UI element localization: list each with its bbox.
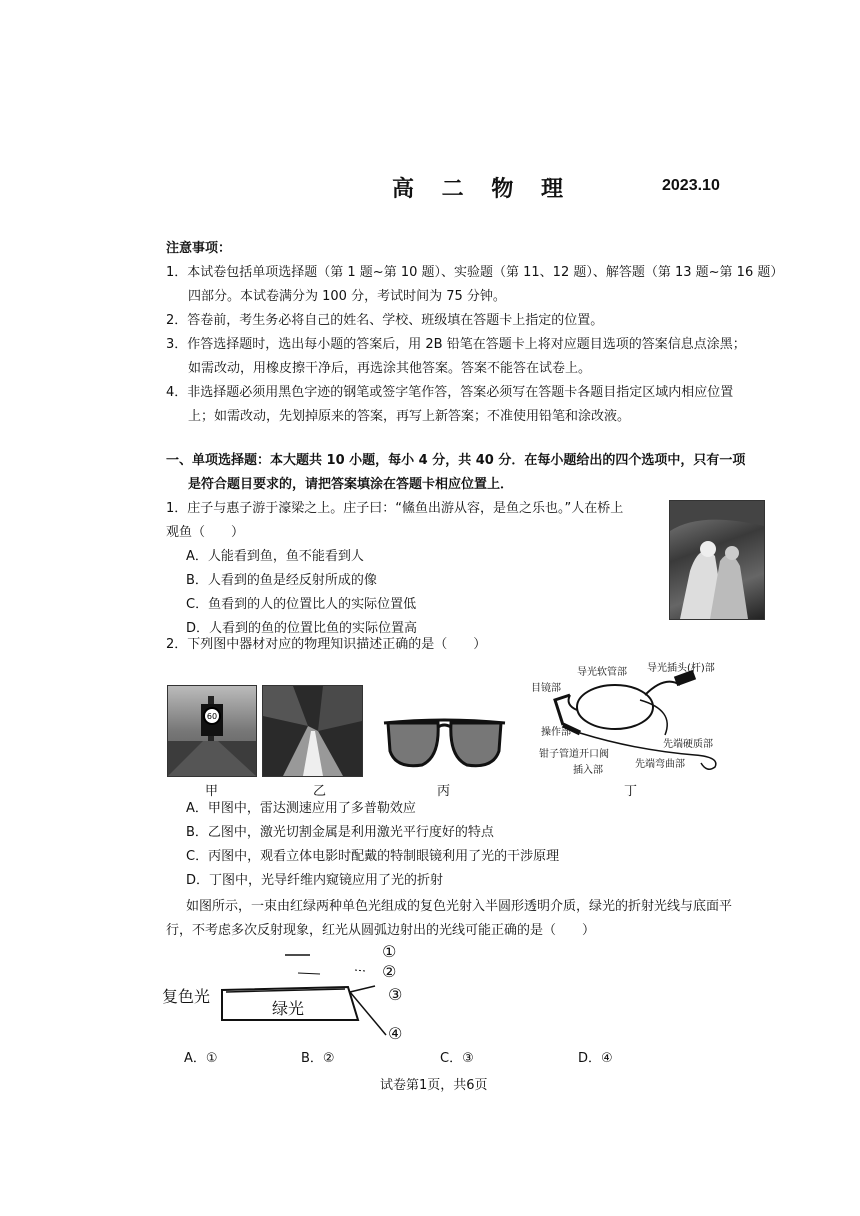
section-heading: 一、单项选择题：本大题共 10 小题，每小 4 分，共 40 分．在每小题给出的四个选项中，只有一项 — [166, 453, 746, 468]
zhuangzi-engraving-image — [669, 500, 765, 620]
ray-mark-3: ③ — [388, 985, 403, 1004]
label-tip-bend: 先端弯曲部 — [635, 759, 685, 770]
refraction-diagram — [160, 940, 430, 1045]
ray-mark-2: ② — [382, 962, 397, 981]
label-light-plug: 导光插头(杆)部 — [647, 663, 715, 674]
notice-line: 四部分。本试卷满分为 100 分，考试时间为 75 分钟。 — [188, 289, 506, 304]
page-title: 高 二 物 理 — [392, 177, 573, 202]
label-composite-light: 复色光 — [162, 987, 211, 1006]
option-d: D．④ — [578, 1051, 613, 1066]
option-a: A．甲图中，雷达测速应用了多普勒效应 — [186, 801, 416, 816]
label-forceps-valve: 钳子管道开口阀 — [539, 749, 609, 760]
radar-speed-photo — [167, 685, 257, 777]
option-b: B．② — [301, 1051, 335, 1066]
option-d: D．丁图中，光导纤维内窥镜应用了光的折射 — [186, 873, 444, 888]
notice-line: 上；如需改动，先划掉原来的答案，再写上新答案；不准使用铅笔和涂改液。 — [188, 409, 631, 424]
notice-line: 4．非选择题必须用黑色字迹的钢笔或签字笔作答，答案必须写在答题卡各题目指定区域内相应位置 — [166, 385, 734, 400]
caption-jia: 甲 — [205, 784, 219, 799]
question-stem: 1．庄子与惠子游于濠梁之上。庄子曰：“鯈鱼出游从容，是鱼之乐也。”人在桥上 — [166, 501, 624, 516]
option-c: C．鱼看到的人的位置比人的实际位置低 — [186, 597, 417, 612]
question-stem: 如图所示，一束由红绿两种单色光组成的复色光射入半圆形透明介质，绿光的折射光线与底面平 — [186, 899, 733, 914]
endoscope-diagram — [525, 655, 735, 780]
notice-line: 3．作答选择题时，选出每小题的答案后，用 2B 铅笔在答题卡上将对应题目选项的答案信息点涂黑； — [166, 337, 746, 352]
option-a: A．人能看到鱼，鱼不能看到人 — [186, 549, 364, 564]
3d-glasses-image — [382, 715, 507, 779]
option-c: C．③ — [440, 1051, 474, 1066]
option-c: C．丙图中，观看立体电影时配戴的特制眼镜利用了光的干涉原理 — [186, 849, 560, 864]
notice-line: 1．本试卷包括单项选择题（第 1 题~第 10 题）、实验题（第 11、12 题）、解答题（第 13 题~第 16 题） — [166, 265, 784, 280]
page-footer: 试卷第1页，共6页 — [380, 1078, 488, 1093]
speed-limit-number: 60 — [206, 712, 218, 721]
option-b: B．人看到的鱼是经反射所成的像 — [186, 573, 377, 588]
question-stem: 观鱼（ ） — [166, 525, 245, 540]
question-stem: 行，不考虑多次反射现象，红光从圆弧边射出的光线可能正确的是（ ） — [166, 923, 596, 938]
notice-heading: 注意事项： — [166, 241, 232, 256]
label-eyepiece: 目镜部 — [531, 683, 561, 694]
option-a: A．① — [184, 1051, 218, 1066]
laser-cutting-photo — [262, 685, 363, 777]
exam-date: 2023.10 — [662, 177, 720, 194]
option-b: B．乙图中，激光切割金属是利用激光平行度好的特点 — [186, 825, 494, 840]
notice-line: 2．答卷前，考生务必将自己的姓名、学校、班级填在答题卡上指定的位置。 — [166, 313, 604, 328]
notice-line: 如需改动，用橡皮擦干净后，再选涂其他答案。答案不能答在试卷上。 — [188, 361, 592, 376]
label-tip-hard: 先端硬质部 — [663, 739, 713, 750]
caption-yi: 乙 — [313, 784, 327, 799]
option-d: D．人看到的鱼的位置比鱼的实际位置高 — [186, 621, 418, 636]
section-heading: 是符合题目要求的，请把答案填涂在答题卡相应位置上． — [188, 477, 514, 492]
label-insert: 插入部 — [573, 765, 603, 776]
ray-mark-4: ④ — [388, 1024, 403, 1043]
caption-bing: 丙 — [437, 784, 451, 799]
ray-mark-1: ① — [382, 942, 397, 961]
caption-ding: 丁 — [624, 784, 638, 799]
label-green-light: 绿光 — [272, 999, 305, 1018]
label-light-soft-tube: 导光软管部 — [577, 667, 627, 678]
label-operation: 操作部 — [541, 727, 571, 738]
question-stem: 2．下列图中器材对应的物理知识描述正确的是（ ） — [166, 637, 487, 652]
